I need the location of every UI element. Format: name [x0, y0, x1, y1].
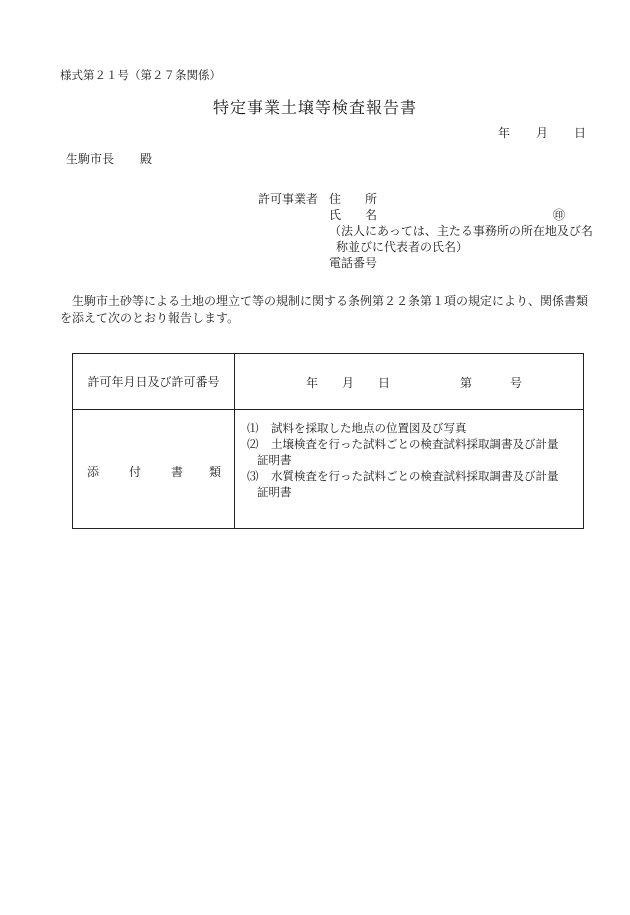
attachment-item-text: 水質検査を行った試料ごとの検査試料採取調書及び計量: [271, 469, 559, 484]
attachment-item-number: ⑶: [247, 469, 259, 484]
form-number: 様式第２１号（第２７条関係）: [60, 68, 221, 82]
attachments-list: [247, 420, 559, 500]
attachments-label-char: 添: [87, 465, 100, 479]
name-label: 氏 名: [329, 208, 378, 222]
permit-number-suffix: 号: [510, 376, 523, 390]
report-date: [498, 126, 586, 142]
attachment-item-continuation: 証明書: [257, 485, 292, 500]
report-table: [72, 353, 584, 529]
date-year: 年: [497, 126, 510, 140]
corporate-note-line-2: 称並びに代表者の氏名）: [336, 240, 469, 254]
attachment-item-number: ⑴: [247, 421, 259, 435]
attachment-item-text: 試料を採取した地点の位置図及び写真: [271, 421, 467, 435]
permit-day: 日: [378, 376, 391, 390]
attachments-label-char: 書: [171, 465, 184, 479]
addressee: [66, 152, 152, 168]
applicant-label: 許可事業者: [258, 192, 319, 206]
attachment-item: [247, 436, 559, 452]
addressee-honorific: 殿: [140, 152, 153, 166]
permit-date-number-label: [73, 354, 234, 409]
seal-mark: ㊞: [553, 208, 566, 222]
date-month: 月: [535, 126, 548, 140]
attachment-item: [247, 468, 559, 484]
corporate-note-line-1: （法人にあっては、主たる事務所の所在地及び名: [329, 224, 593, 238]
permit-number-prefix: 第: [460, 376, 473, 390]
permit-date-number-label-text: 許可年月日及び許可番号: [87, 375, 220, 389]
attachment-item-text: 土壌検査を行った試料ごとの検査試料採取調書及び計量: [271, 437, 559, 452]
attachment-item: [247, 420, 559, 436]
attachments-label-char: 付: [129, 465, 142, 479]
attachments-label: [73, 409, 234, 530]
document-title: 特定事業土壌等検査報告書: [212, 98, 417, 117]
addressee-name: 生駒市長: [66, 152, 115, 166]
permit-date-number-value: [234, 354, 585, 409]
phone-label: 電話番号: [329, 256, 378, 270]
attachment-item-continuation: 証明書: [257, 453, 292, 468]
report-statement: 生駒市土砂等による土地の埋立て等の規制に関する条例第２２条第１項の規定により、関係書類を添えて次のとおり報告します。: [60, 294, 589, 326]
address-label: 住 所: [329, 192, 378, 206]
attachment-item-number: ⑵: [247, 437, 259, 452]
permit-month: 月: [342, 376, 355, 390]
date-day: 日: [573, 126, 586, 140]
attachments-label-char: 類: [209, 465, 222, 479]
permit-year: 年: [306, 376, 319, 390]
